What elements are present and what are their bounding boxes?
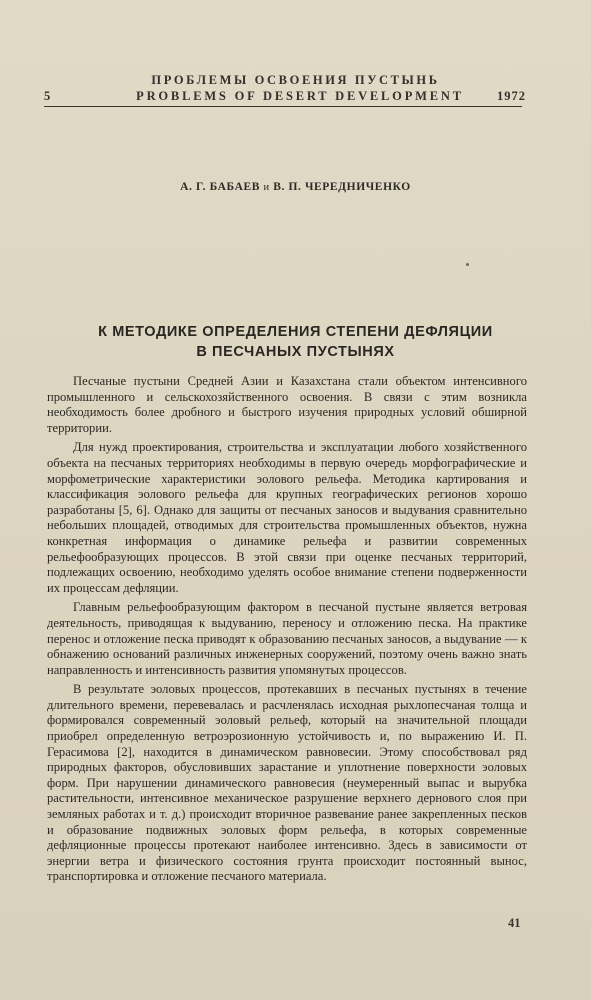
running-header: [40, 89, 560, 105]
publication-year: 1972: [497, 89, 526, 103]
author-second: В. П. ЧЕРЕДНИЧЕНКО: [273, 181, 411, 193]
author-first: А. Г. БАБАЕВ: [180, 181, 261, 193]
paper-speck: [466, 263, 469, 266]
issue-number: 5: [44, 89, 51, 103]
body-paragraph: Главным рельефообразующим фактором в песчаной пустыне является ветровая деятельность, приводящая к выдуванию, переносу и отложению песка. На практике перенос и отложение песка приводят к образованию песчаных заносов, а выдувание — к обнажению оснований различных инженерных сооружений, поэтому очень важно знать направленность и интенсивность развития упомянутых процессов.: [47, 600, 527, 677]
body-paragraph: Для нужд проектирования, строительства и эксплуатации любого хозяйственного объекта на песчаных территориях необходимы в первую очередь морфографические и морфометрические характеристики эолового рельефа. Методика картирования и классификация эолового рельефа для крупных географических регионов хорошо разработаны [5, 6]. Однако для защиты от песчаных заносов и выдувания сравнительно небольших площадей, отводимых для строительства промышленных объектов, нужна конкретная информация о динамике рельефа и развитии современных рельефообразующих процессов. В этой связи при оценке песчаных территорий, подлежащих освоению, необходимо уделять особое внимание степени подверженности их процессам дефляции.: [47, 440, 527, 595]
article-body: [47, 374, 527, 889]
body-paragraph: Песчаные пустыни Средней Азии и Казахстана стали объектом интенсивного промышленного и сельскохозяйственного освоения. В связи с этим возникла необходимость более дробного и быстрого изучения природных условий обширной территории.: [47, 374, 527, 435]
journal-title-english: PROBLEMS OF DESERT DEVELOPMENT: [136, 89, 464, 103]
journal-title-russian: ПРОБЛЕМЫ ОСВОЕНИЯ ПУСТЫНЬ: [151, 73, 440, 87]
author-conjunction: и: [263, 182, 270, 193]
page-number: 41: [508, 916, 521, 930]
body-paragraph: В результате эоловых процессов, протекавших в песчаных пустынях в течение длительного времени, перевевалась и расчленялась исходная рыхлопесчаная толща и формировался современный эоловый рельеф, который на значительной площади приобрел определенную ветроэрозионную устойчивость и, по выражению И. П. Герасимова [2], находится в динамическом равновесии. Этому способствовал ряд природных факторов, обусловивших зарастание и уплотнение поверхности эоловых форм. При нарушении динамического равновесия (неумеренный выпас и вырубка растительности, интенсивное механическое разрушение верхнего дернового слоя при земляных работах и т. д.) происходит вторичное развевание ранее закрепленных песков и образование подвижных эоловых форм рельефа, в которых современные дефляционные процессы протекают наиболее интенсивно. Здесь в зависимости от энергии ветра и физического состояния грунта происходит постоянный вынос, транспортировка и отложение песчаного материала.: [47, 682, 527, 884]
article-title-line-1: К МЕТОДИКЕ ОПРЕДЕЛЕНИЯ СТЕПЕНИ ДЕФЛЯЦИИ: [98, 324, 493, 340]
article-title-line-2: В ПЕСЧАНЫХ ПУСТЫНЯХ: [196, 344, 395, 360]
article-authors: [0, 181, 591, 193]
article-title: [0, 322, 591, 362]
header-divider: [44, 106, 522, 107]
